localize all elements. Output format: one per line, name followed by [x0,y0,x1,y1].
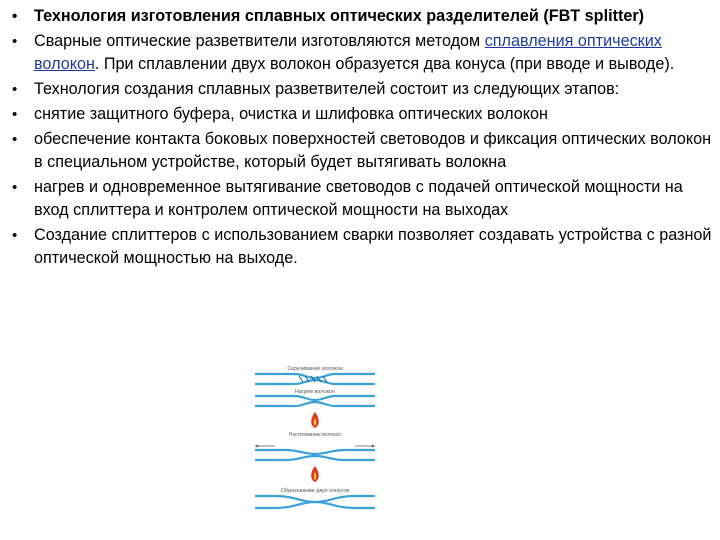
bullet-dot: • [12,33,18,50]
bullet-item [10,30,716,76]
bullet-item [10,176,716,222]
bullet-dot: • [12,8,18,25]
bullet-text: обеспечение контакта боковых поверхностей световодов и фиксация оптических волокон в специальном устройстве, который будет вытягивать волокна [34,130,712,171]
fbt-process-diagram [255,362,375,532]
bullet-dot: • [12,179,18,196]
stage-twisting [255,366,375,384]
bullet-text: Технология создания сплавных разветвителей состоит из следующих этапов: [34,80,620,98]
bullet-text: снятие защитного буфера, очистка и шлифовка оптических волокон [34,105,548,123]
bullet-text: Сварные оптические разветвители изготовляются методом [34,32,485,50]
stage-cones [255,488,375,508]
stage-heating [255,389,375,428]
bullet-dot: • [12,106,18,123]
bullet-text: . При сплавлении двух волокон образуется два конуса (при вводе и выводе). [94,55,675,73]
bullet-text: нагрев и одновременное вытягивание световодов с подачей оптической мощности на вход сплиттера и контролем оптической мощности на выходах [34,178,683,219]
bullet-list [10,5,716,272]
bullet-dot: • [12,227,18,244]
bullet-text: Технология изготовления сплавных оптических разделителей (FBT splitter) [34,7,645,25]
stage-label: Скручивание волокон [287,366,343,372]
bullet-item [10,224,716,270]
bullet-dot: • [12,81,18,98]
stage-label: Нагрев волокон [294,389,336,395]
stage-stretching [255,432,375,482]
bullet-dot: • [12,131,18,148]
bullet-item [10,128,716,174]
bullet-text: Создание сплиттеров с использованием сварки позволяет создавать устройства с разной оптической мощностью на выходе. [34,226,712,267]
stage-label: Образование двух конусов [280,488,350,494]
stage-label: Растягивание волокон [289,432,341,438]
bullet-title [10,5,716,28]
fusion-link[interactable]: сплавления оптических волокон [34,32,662,73]
bullet-item [10,78,716,101]
bullet-item [10,103,716,126]
